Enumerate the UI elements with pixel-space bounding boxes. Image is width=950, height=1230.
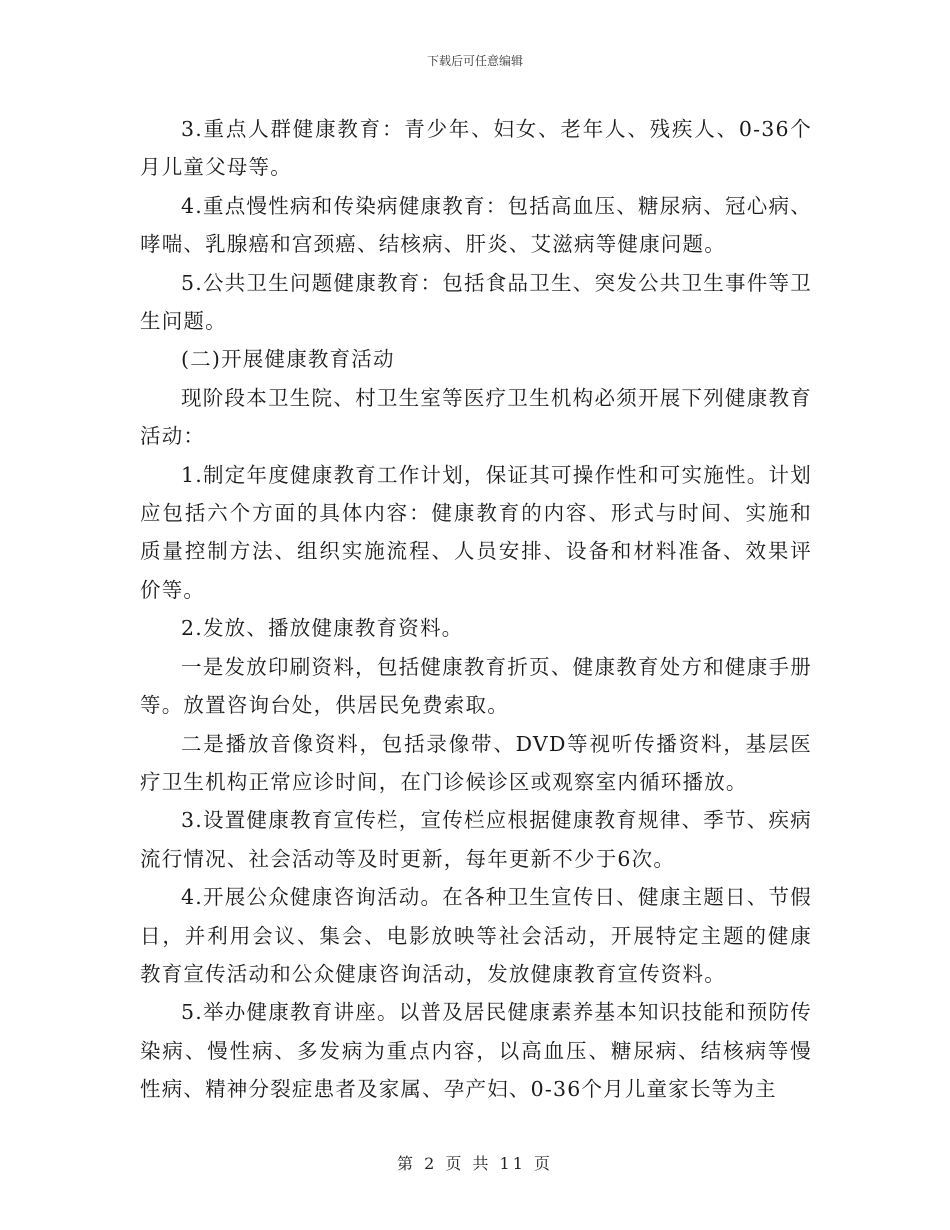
paragraph: 二是播放音像资料，包括录像带、DVD等视听传播资料，基层医疗卫生机构正常应诊时间，在门诊候诊区或观察室内循环播放。 — [140, 731, 812, 794]
paragraph: 5.举办健康教育讲座。以普及居民健康素养基本知识技能和预防传染病、慢性病、多发病为重点内容，以高血压、糖尿病、结核病等慢性病、精神分裂症患者及家属、孕产妇、0-36个月儿童家长等为主 — [140, 1000, 812, 1102]
paragraph: 2.发放、播放健康教育资料。 — [181, 616, 464, 641]
paragraph: 5.公共卫生问题健康教育：包括食品卫生、突发公共卫生事件等卫生问题。 — [140, 270, 812, 334]
paragraph: 现阶段本卫生院、村卫生室等医疗卫生机构必须开展下列健康教育活动： — [140, 385, 812, 449]
paragraph: 3.设置健康教育宣传栏，宣传栏应根据健康教育规律、季节、疾病流行情况、社会活动等及时更新，每年更新不少于6次。 — [140, 808, 812, 871]
section-heading: (二)开展健康教育活动 — [181, 347, 395, 372]
paragraph: 4.重点慢性病和传染病健康教育：包括高血压、糖尿病、冠心病、哮喘、乳腺癌和宫颈癌、结核病、肝炎、艾滋病等健康问题。 — [140, 193, 812, 257]
page-header: 下载后可任意编辑 — [426, 54, 523, 68]
paragraph: 1.制定年度健康教育工作计划，保证其可操作性和可实施性。计划应包括六个方面的具体内容：健康教育的内容、形式与时间、实施和质量控制方法、组织实施流程、人员安排、设备和材料准备、效果评价等。 — [140, 462, 812, 602]
document-body — [140, 110, 812, 1109]
paragraph: 4.开展公众健康咨询活动。在各种卫生宣传日、健康主题日、节假日，并利用会议、集会、电影放映等社会活动，开展特定主题的健康教育宣传活动和公众健康咨询活动，发放健康教育宣传资料。 — [140, 885, 812, 986]
paragraph: 一是发放印刷资料，包括健康教育折页、健康教育处方和健康手册等。放置咨询台处，供居民免费索取。 — [140, 654, 812, 718]
page-number-footer: 第 2 页 共 11 页 — [397, 1154, 553, 1173]
paragraph: 3.重点人群健康教育：青少年、妇女、老年人、残疾人、0-36个月儿童父母等。 — [140, 117, 812, 180]
